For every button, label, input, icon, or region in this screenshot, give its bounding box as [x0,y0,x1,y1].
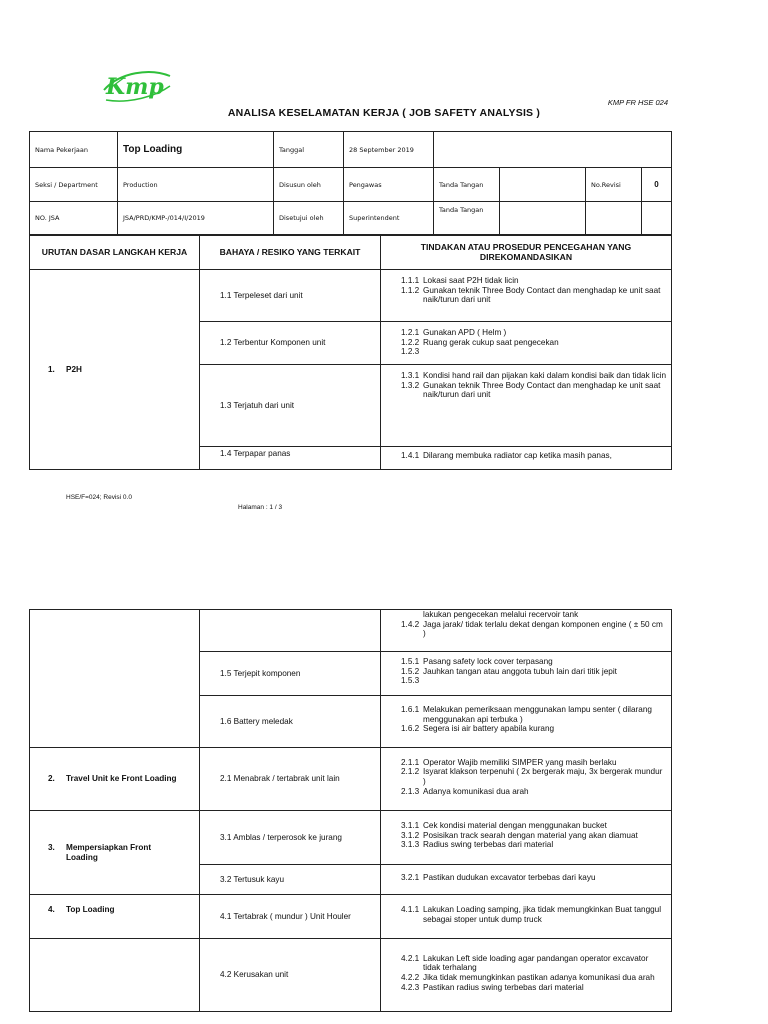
hazard-cell: 3.1 Amblas / terperosok ke jurang [200,811,381,865]
step-cell: 2. Travel Unit ke Front Loading [30,748,200,811]
action-cell: 1.1.1 Lokasi saat P2H tidak licin 1.1.2 Gunakan teknik Three Body Contact dan menghadap ke unit saat naik/turun dari unit [381,270,672,322]
prepared-label: Disusun oleh [274,168,344,202]
blank-cell [434,132,672,168]
action-cell: 1.4.1 Dilarang membuka radiator cap ketika masih panas, [381,447,672,470]
step-label: P2H [66,364,82,374]
action-cell: 1.2.1 Gunakan APD ( Helm ) 1.2.2 Ruang gerak cukup saat pengecekan 1.2.3 [381,322,672,365]
column-header-actions: TINDAKAN ATAU PROSEDUR PENCEGAHAN YANG DIREKOMANDASIKAN [381,236,672,270]
hazard-cell: 1.5 Terjepit komponen [200,652,381,696]
hazard-cell: 4.2 Kerusakan unit [200,939,381,1012]
hazard-cell: 3.2 Tertusuk kayu [200,865,381,895]
sign-box [500,168,586,202]
jsa-table-page1 [29,235,672,470]
step-label: Top Loading [66,905,115,914]
step-label: Travel Unit ke Front Loading [66,774,177,784]
action-cell: 2.1.1 Operator Wajib memiliki SIMPER yang masih berlaku 2.1.2 Isyarat klakson terpenuhi ( 2x bergerak maju, 3x bergerak mundur ) 2.1.3 Adanya komunikasi dua arah [381,748,672,811]
jsa-value: JSA/PRD/KMP-/014/I/2019 [118,202,274,235]
dept-value: Production [118,168,274,202]
step-cell: 1. P2H [30,270,200,470]
document-title: ANALISA KESELAMATAN KERJA ( JOB SAFETY ANALYSIS ) [227,107,541,119]
blank-cell [586,202,642,235]
hazard-cell: 2.1 Menabrak / tertabrak unit lain [200,748,381,811]
action-cell: lakukan pengecekan melalui recervoir tank 1.4.2 Jaga jarak/ tidak terlalu dekat dengan komponen engine ( ± 50 cm ) [381,610,672,652]
action-cell: 3.2.1 Pastikan dudukan excavator terbebas dari kayu [381,865,672,895]
blank-cell [642,202,672,235]
form-code: KMP FR HSE 024 [607,98,668,107]
hazard-cell: 1.2 Terbentur Komponen unit [200,322,381,365]
step-cell: 3. Mempersiapkan Front Loading [30,811,200,895]
hazard-cell: 1.1 Terpeleset dari unit [200,270,381,322]
action-cell: 3.1.1 Cek kondisi material dengan menggunakan bucket 3.1.2 Posisikan track searah dengan material yang akan diamuat 3.1.3 Radius swing terbebas dari material [381,811,672,865]
hazard-cell: 1.4 Terpapar panas [200,447,381,470]
step-cell: 4. Top Loading [30,895,200,939]
step-cell [30,939,200,1012]
date-value: 28 September 2019 [344,132,434,168]
date-label: Tanggal [274,132,344,168]
action-cell: 1.5.1 Pasang safety lock cover terpasang 1.5.2 Jauhkan tangan atau anggota tubuh lain dari titik jepit 1.5.3 [381,652,672,696]
page-number: Halaman : 1 / 3 [238,504,283,511]
rev-value: 0 [642,168,672,202]
step-label: Mempersiapkan Front Loading [66,842,152,862]
company-logo [100,64,174,106]
rev-label: No.Revisi [586,168,642,202]
sign-box-2 [500,202,586,235]
approved-label: Disetujui oleh [274,202,344,235]
job-name-value: Top Loading [118,132,274,168]
jsa-label: NO. JSA [30,202,118,235]
column-header-hazards: BAHAYA / RESIKO YANG TERKAIT [200,236,381,270]
logo-text: Kmp [106,74,164,100]
column-header-steps: URUTAN DASAR LANGKAH KERJA [30,236,200,270]
prepared-value: Pengawas [344,168,434,202]
hazard-cell [200,610,381,652]
job-name-label: Nama Pekerjaan [30,132,118,168]
action-cell: 4.1.1 Lakukan Loading samping, jika tidak memungkinkan Buat tanggul sebagai stoper untuk dump truck [381,895,672,939]
action-cell: 1.3.1 Kondisi hand rail dan pijakan kaki dalam kondisi baik dan tidak licin 1.3.2 Gunakan teknik Three Body Contact dan menghadap ke unit saat naik/turun dari unit [381,365,672,447]
hazard-cell: 1.6 Battery meledak [200,696,381,748]
action-cell: 4.2.1 Lakukan Left side loading agar pandangan operator excavator tidak terhalang 4.2.2 Jika tidak memungkinkan pastikan adanya komunikasi dua arah 4.2.3 Pastikan radius swing terbebas dari material [381,939,672,1012]
action-cell: 1.6.1 Melakukan pemeriksaan menggunakan lampu senter ( dilarang menggunakan api terbuka ) 1.6.2 Segera isi air battery apabila kurang [381,696,672,748]
sign-label-2: Tanda Tangan [434,202,500,235]
step-cell [30,610,200,748]
footer-form-code: HSE/F=024; Revisi 0.0 [66,494,132,501]
dept-label: Seksi / Department [30,168,118,202]
info-table [29,131,672,235]
hazard-cell: 4.1 Tertabrak ( mundur ) Unit Houler [200,895,381,939]
sign-label: Tanda Tangan [434,168,500,202]
approved-value: Superintendent [344,202,434,235]
hazard-cell: 1.3 Terjatuh dari unit [200,365,381,447]
jsa-table-page2 [29,609,672,1012]
